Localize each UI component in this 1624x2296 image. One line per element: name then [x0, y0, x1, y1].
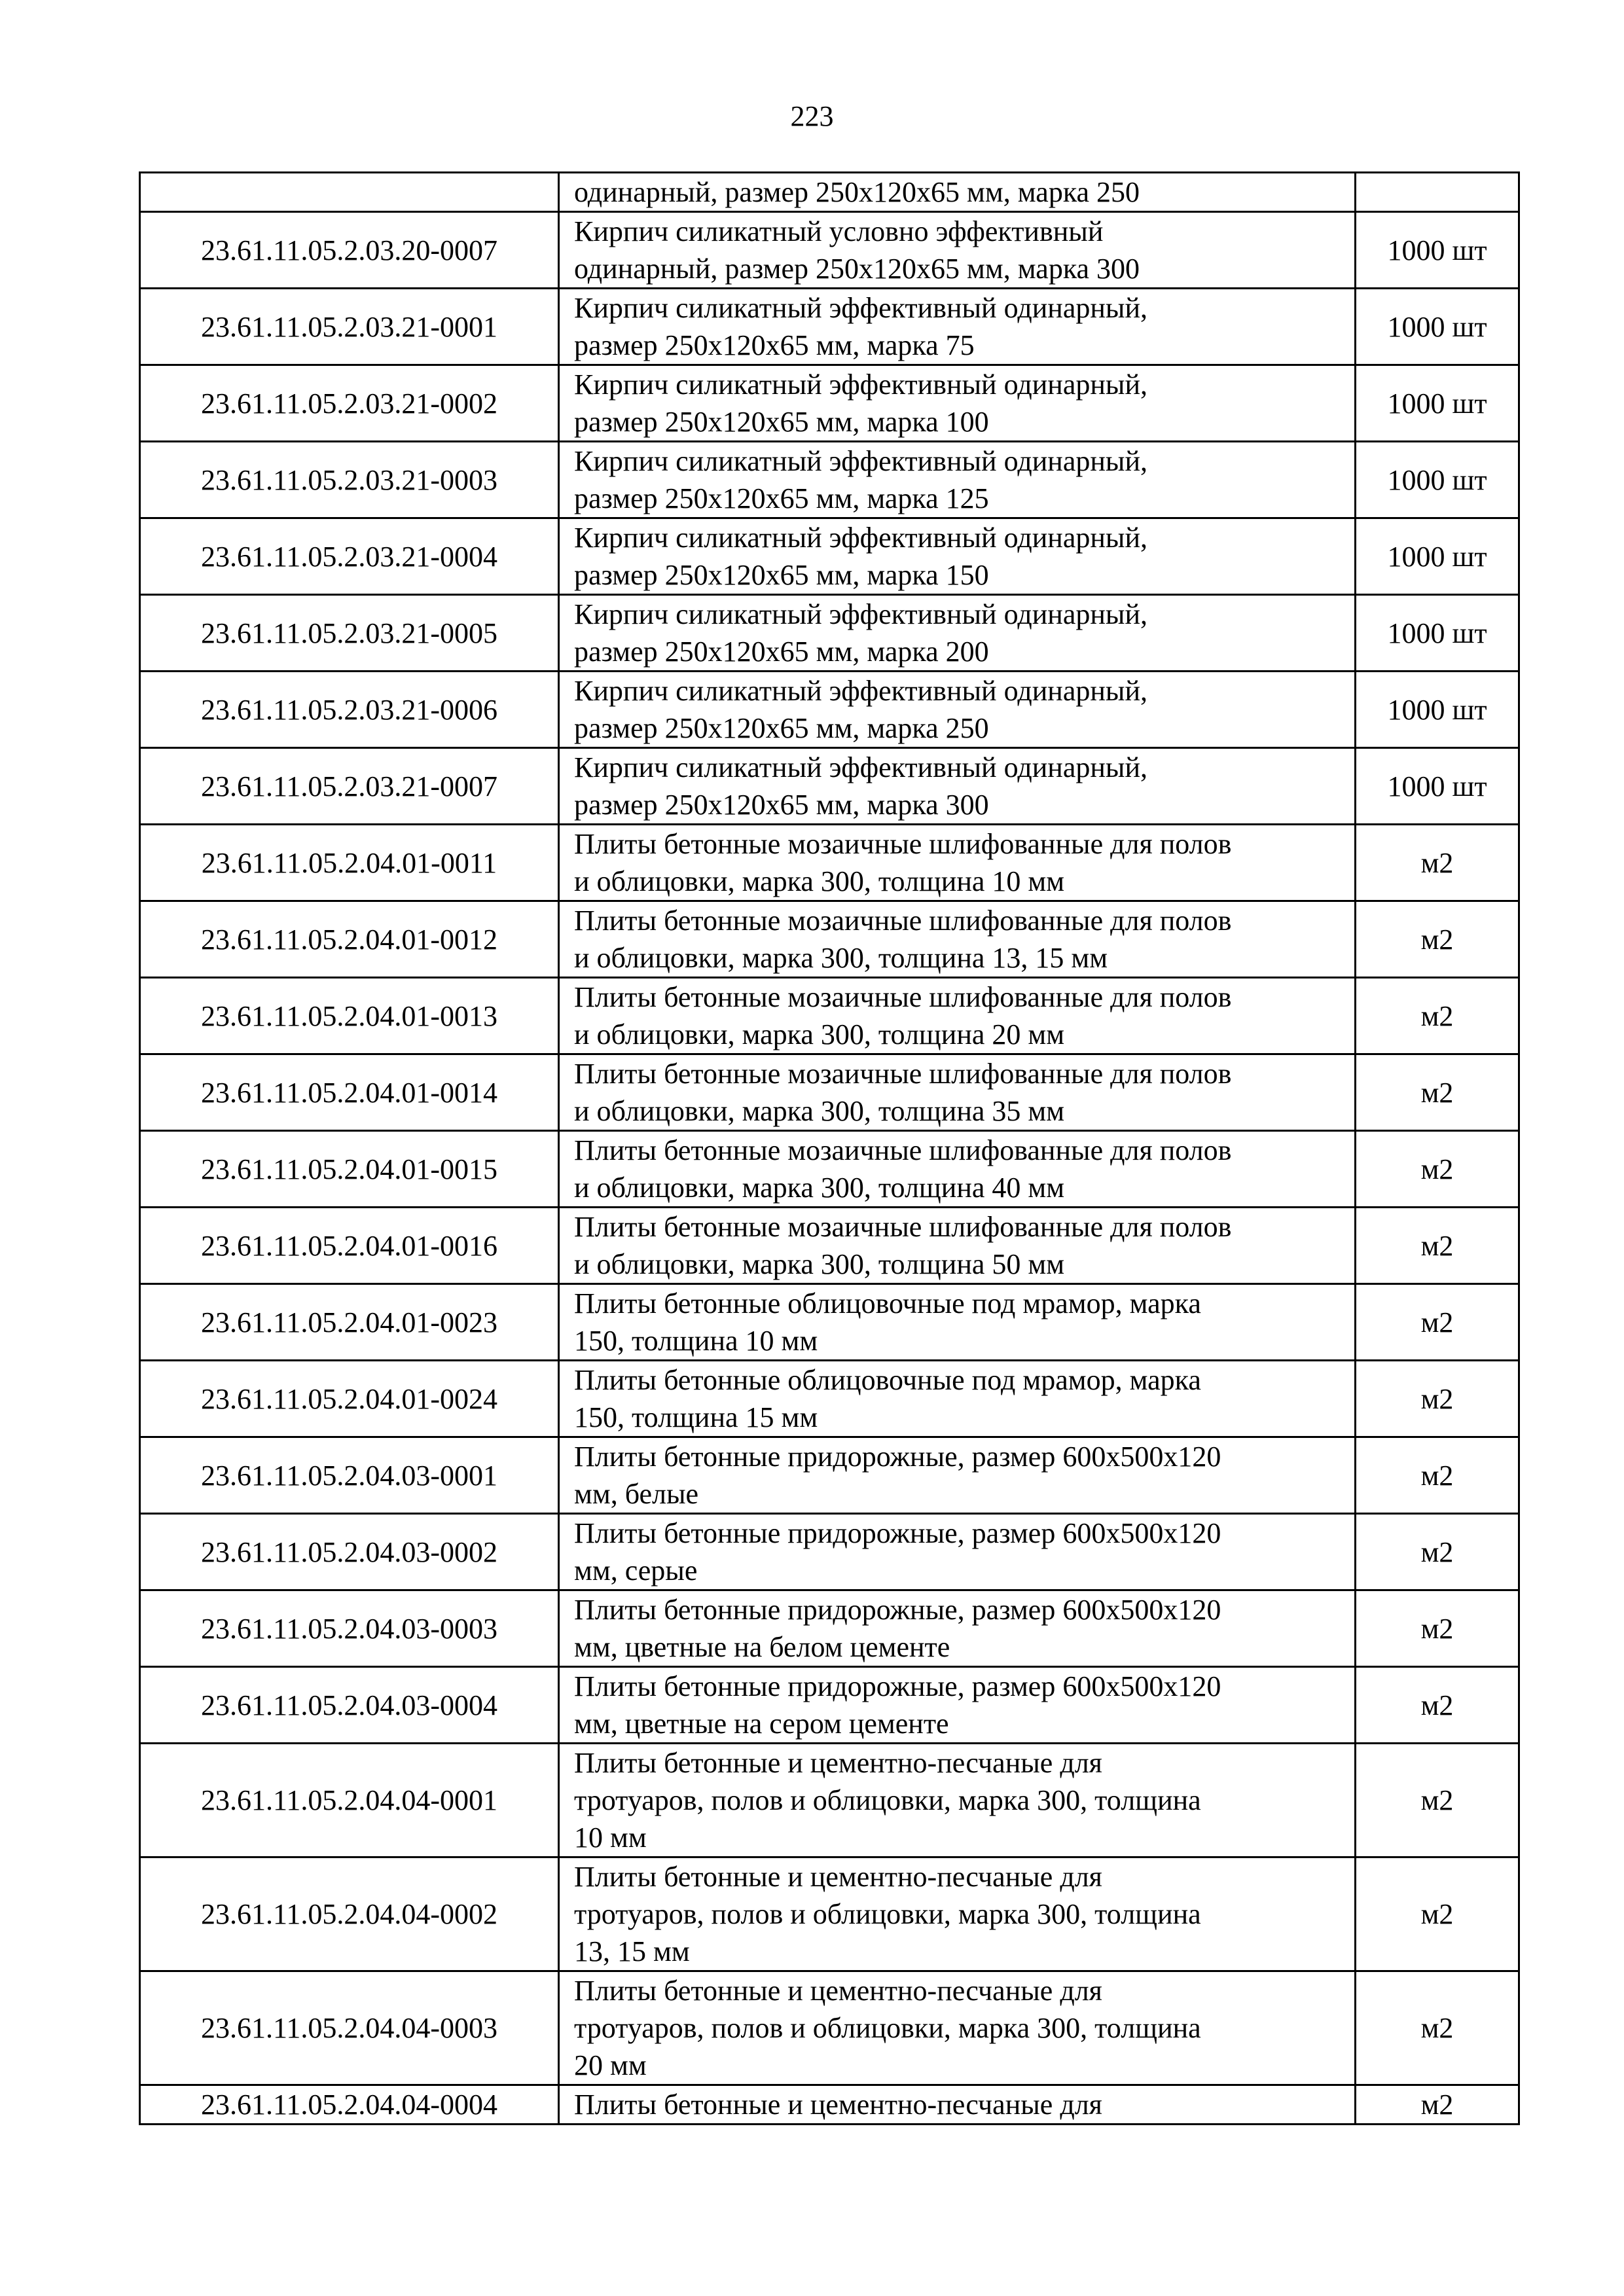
- table-row: [140, 1361, 1519, 1437]
- table-row: [140, 825, 1519, 901]
- unit-cell: 1000 шт: [1356, 442, 1519, 518]
- resource-code-cell: 23.61.11.05.2.03.21-0005: [140, 595, 559, 672]
- resource-name-cell: Плиты бетонные придорожные, размер 600х500х120 мм, цветные на белом цементе: [559, 1590, 1356, 1667]
- resource-name-cell: Плиты бетонные мозаичные шлифованные для полов и облицовки, марка 300, толщина 40 мм: [559, 1131, 1356, 1208]
- table-row: [140, 672, 1519, 748]
- table-row: [140, 1590, 1519, 1667]
- resource-name-cell: Плиты бетонные придорожные, размер 600х500х120 мм, белые: [559, 1437, 1356, 1514]
- resource-code-cell: 23.61.11.05.2.03.21-0001: [140, 289, 559, 365]
- unit-cell: м2: [1356, 978, 1519, 1054]
- unit-cell: м2: [1356, 1971, 1519, 2085]
- resource-code-cell: 23.61.11.05.2.04.04-0003: [140, 1971, 559, 2085]
- resource-name-cell: Кирпич силикатный эффективный одинарный, размер 250х120х65 мм, марка 300: [559, 748, 1356, 825]
- table-row: [140, 595, 1519, 672]
- unit-cell: м2: [1356, 1437, 1519, 1514]
- page-number: 223: [790, 100, 834, 132]
- resource-code-cell: 23.61.11.05.2.04.01-0024: [140, 1361, 559, 1437]
- resource-code-cell: 23.61.11.05.2.04.01-0014: [140, 1054, 559, 1131]
- resource-code-cell: 23.61.11.05.2.04.04-0004: [140, 2085, 559, 2125]
- unit-cell: [1356, 173, 1519, 212]
- resource-name-cell: Кирпич силикатный эффективный одинарный, размер 250х120х65 мм, марка 150: [559, 518, 1356, 595]
- resource-name-cell: Плиты бетонные и цементно-песчаные для: [559, 2085, 1356, 2125]
- resource-code-cell: 23.61.11.05.2.04.04-0002: [140, 1857, 559, 1971]
- table-row: [140, 173, 1519, 212]
- resource-code-cell: 23.61.11.05.2.03.21-0004: [140, 518, 559, 595]
- table-row: [140, 442, 1519, 518]
- resource-code-cell: 23.61.11.05.2.03.21-0003: [140, 442, 559, 518]
- table-row: [140, 2085, 1519, 2125]
- resource-name-cell: Плиты бетонные мозаичные шлифованные для полов и облицовки, марка 300, толщина 50 мм: [559, 1208, 1356, 1284]
- unit-cell: 1000 шт: [1356, 672, 1519, 748]
- resource-name-cell: Плиты бетонные и цементно-песчаные для тротуаров, полов и облицовки, марка 300, толщина 10 мм: [559, 1744, 1356, 1857]
- unit-cell: м2: [1356, 1857, 1519, 1971]
- resource-name-cell: Плиты бетонные придорожные, размер 600х500х120 мм, серые: [559, 1514, 1356, 1590]
- unit-cell: 1000 шт: [1356, 595, 1519, 672]
- resource-name-cell: Плиты бетонные мозаичные шлифованные для полов и облицовки, марка 300, толщина 35 мм: [559, 1054, 1356, 1131]
- resource-code-cell: 23.61.11.05.2.04.01-0013: [140, 978, 559, 1054]
- resource-code-cell: 23.61.11.05.2.04.03-0004: [140, 1667, 559, 1744]
- table-row: [140, 1971, 1519, 2085]
- unit-cell: 1000 шт: [1356, 212, 1519, 289]
- resource-code-cell: 23.61.11.05.2.03.21-0002: [140, 365, 559, 442]
- materials-table-body: [140, 173, 1519, 2125]
- resource-name-cell: Кирпич силикатный эффективный одинарный, размер 250х120х65 мм, марка 125: [559, 442, 1356, 518]
- resource-name-cell: Кирпич силикатный эффективный одинарный, размер 250х120х65 мм, марка 100: [559, 365, 1356, 442]
- resource-code-cell: 23.61.11.05.2.04.01-0015: [140, 1131, 559, 1208]
- resource-name-cell: Плиты бетонные и цементно-песчаные для тротуаров, полов и облицовки, марка 300, толщина 13, 15 мм: [559, 1857, 1356, 1971]
- resource-code-cell: 23.61.11.05.2.04.01-0023: [140, 1284, 559, 1361]
- unit-cell: м2: [1356, 1590, 1519, 1667]
- unit-cell: м2: [1356, 1284, 1519, 1361]
- table-row: [140, 901, 1519, 978]
- resource-name-cell: Плиты бетонные придорожные, размер 600х500х120 мм, цветные на сером цементе: [559, 1667, 1356, 1744]
- unit-cell: 1000 шт: [1356, 518, 1519, 595]
- resource-code-cell: 23.61.11.05.2.04.03-0001: [140, 1437, 559, 1514]
- resource-name-cell: Кирпич силикатный условно эффективный одинарный, размер 250х120х65 мм, марка 300: [559, 212, 1356, 289]
- resource-code-cell: [140, 173, 559, 212]
- unit-cell: м2: [1356, 1744, 1519, 1857]
- table-row: [140, 1744, 1519, 1857]
- resource-name-cell: Плиты бетонные мозаичные шлифованные для полов и облицовки, марка 300, толщина 13, 15 мм: [559, 901, 1356, 978]
- resource-code-cell: 23.61.11.05.2.04.01-0012: [140, 901, 559, 978]
- table-row: [140, 1054, 1519, 1131]
- unit-cell: м2: [1356, 825, 1519, 901]
- resource-code-cell: 23.61.11.05.2.04.04-0001: [140, 1744, 559, 1857]
- unit-cell: м2: [1356, 1131, 1519, 1208]
- table-row: [140, 1208, 1519, 1284]
- resource-code-cell: 23.61.11.05.2.04.03-0002: [140, 1514, 559, 1590]
- resource-name-cell: Кирпич силикатный эффективный одинарный, размер 250х120х65 мм, марка 75: [559, 289, 1356, 365]
- resource-name-cell: Кирпич силикатный эффективный одинарный, размер 250х120х65 мм, марка 200: [559, 595, 1356, 672]
- table-row: [140, 1514, 1519, 1590]
- resource-name-cell: Плиты бетонные мозаичные шлифованные для полов и облицовки, марка 300, толщина 20 мм: [559, 978, 1356, 1054]
- table-row: [140, 1284, 1519, 1361]
- unit-cell: м2: [1356, 2085, 1519, 2125]
- unit-cell: 1000 шт: [1356, 289, 1519, 365]
- table-row: [140, 212, 1519, 289]
- resource-name-cell: Плиты бетонные и цементно-песчаные для тротуаров, полов и облицовки, марка 300, толщина 20 мм: [559, 1971, 1356, 2085]
- resource-code-cell: 23.61.11.05.2.03.21-0007: [140, 748, 559, 825]
- table-row: [140, 518, 1519, 595]
- table-row: [140, 1437, 1519, 1514]
- resource-name-cell: Кирпич силикатный эффективный одинарный, размер 250х120х65 мм, марка 250: [559, 672, 1356, 748]
- table-row: [140, 1131, 1519, 1208]
- resource-code-cell: 23.61.11.05.2.04.03-0003: [140, 1590, 559, 1667]
- resource-code-cell: 23.61.11.05.2.04.01-0011: [140, 825, 559, 901]
- unit-cell: 1000 шт: [1356, 748, 1519, 825]
- unit-cell: м2: [1356, 1054, 1519, 1131]
- table-row: [140, 365, 1519, 442]
- unit-cell: м2: [1356, 1361, 1519, 1437]
- unit-cell: м2: [1356, 1514, 1519, 1590]
- resource-name-cell: Плиты бетонные облицовочные под мрамор, марка 150, толщина 15 мм: [559, 1361, 1356, 1437]
- resource-code-cell: 23.61.11.05.2.03.20-0007: [140, 212, 559, 289]
- table-row: [140, 978, 1519, 1054]
- materials-table: [139, 171, 1520, 2125]
- resource-name-cell: одинарный, размер 250х120х65 мм, марка 250: [559, 173, 1356, 212]
- resource-code-cell: 23.61.11.05.2.04.01-0016: [140, 1208, 559, 1284]
- table-row: [140, 289, 1519, 365]
- resource-code-cell: 23.61.11.05.2.03.21-0006: [140, 672, 559, 748]
- unit-cell: 1000 шт: [1356, 365, 1519, 442]
- unit-cell: м2: [1356, 901, 1519, 978]
- resource-name-cell: Плиты бетонные облицовочные под мрамор, марка 150, толщина 10 мм: [559, 1284, 1356, 1361]
- unit-cell: м2: [1356, 1667, 1519, 1744]
- table-row: [140, 1857, 1519, 1971]
- resource-name-cell: Плиты бетонные мозаичные шлифованные для полов и облицовки, марка 300, толщина 10 мм: [559, 825, 1356, 901]
- table-row: [140, 748, 1519, 825]
- unit-cell: м2: [1356, 1208, 1519, 1284]
- table-row: [140, 1667, 1519, 1744]
